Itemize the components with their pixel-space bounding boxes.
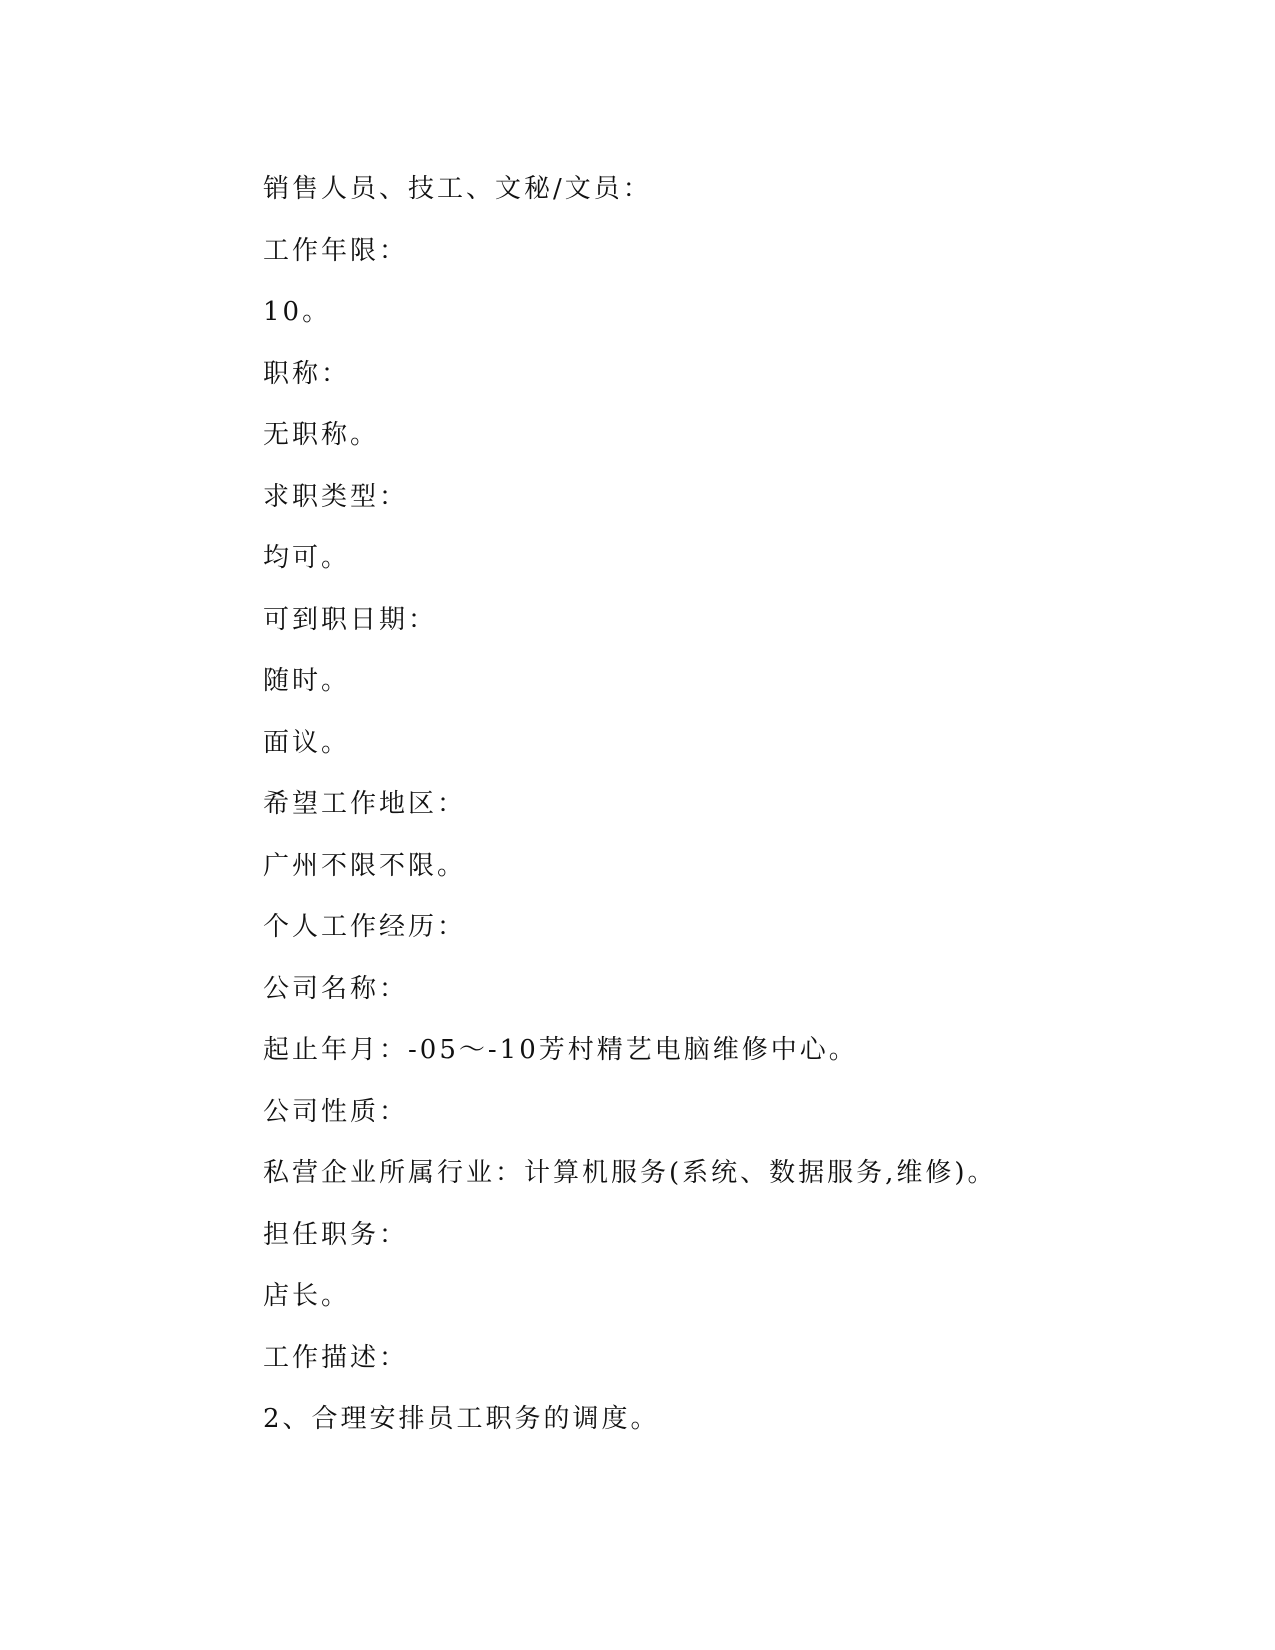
text-line: 公司性质： (263, 1096, 409, 1127)
text-line: 希望工作地区： (263, 789, 467, 819)
text-line: 10。 (263, 297, 332, 327)
text-line: 工作年限： (263, 235, 409, 266)
text-line: 可到职日期： (263, 604, 438, 635)
text-line: 担任职务： (263, 1219, 409, 1250)
text-line: 面议。 (263, 727, 351, 758)
text-line: 工作描述： (263, 1342, 409, 1373)
text-line: 个人工作经历： (263, 912, 467, 942)
text-line: 2、合理安排员工职务的调度。 (263, 1404, 660, 1434)
text-line: 随时。 (263, 666, 351, 696)
text-line: 店长。 (263, 1281, 351, 1311)
text-line: 私营企业所属行业：计算机服务(系统、数据服务,维修)。 (263, 1158, 997, 1188)
text-line: 起止年月：-05～-10芳村精艺电脑维修中心。 (263, 1035, 858, 1065)
text-line: 公司名称： (263, 973, 409, 1004)
text-line: 求职类型： (263, 481, 409, 512)
document-body (263, 168, 1023, 1460)
text-line: 销售人员、技工、文秘/文员： (263, 174, 652, 204)
text-line: 职称： (263, 358, 351, 389)
text-line: 均可。 (263, 543, 351, 573)
text-line: 无职称。 (263, 420, 380, 450)
text-line: 广州不限不限。 (263, 850, 467, 881)
